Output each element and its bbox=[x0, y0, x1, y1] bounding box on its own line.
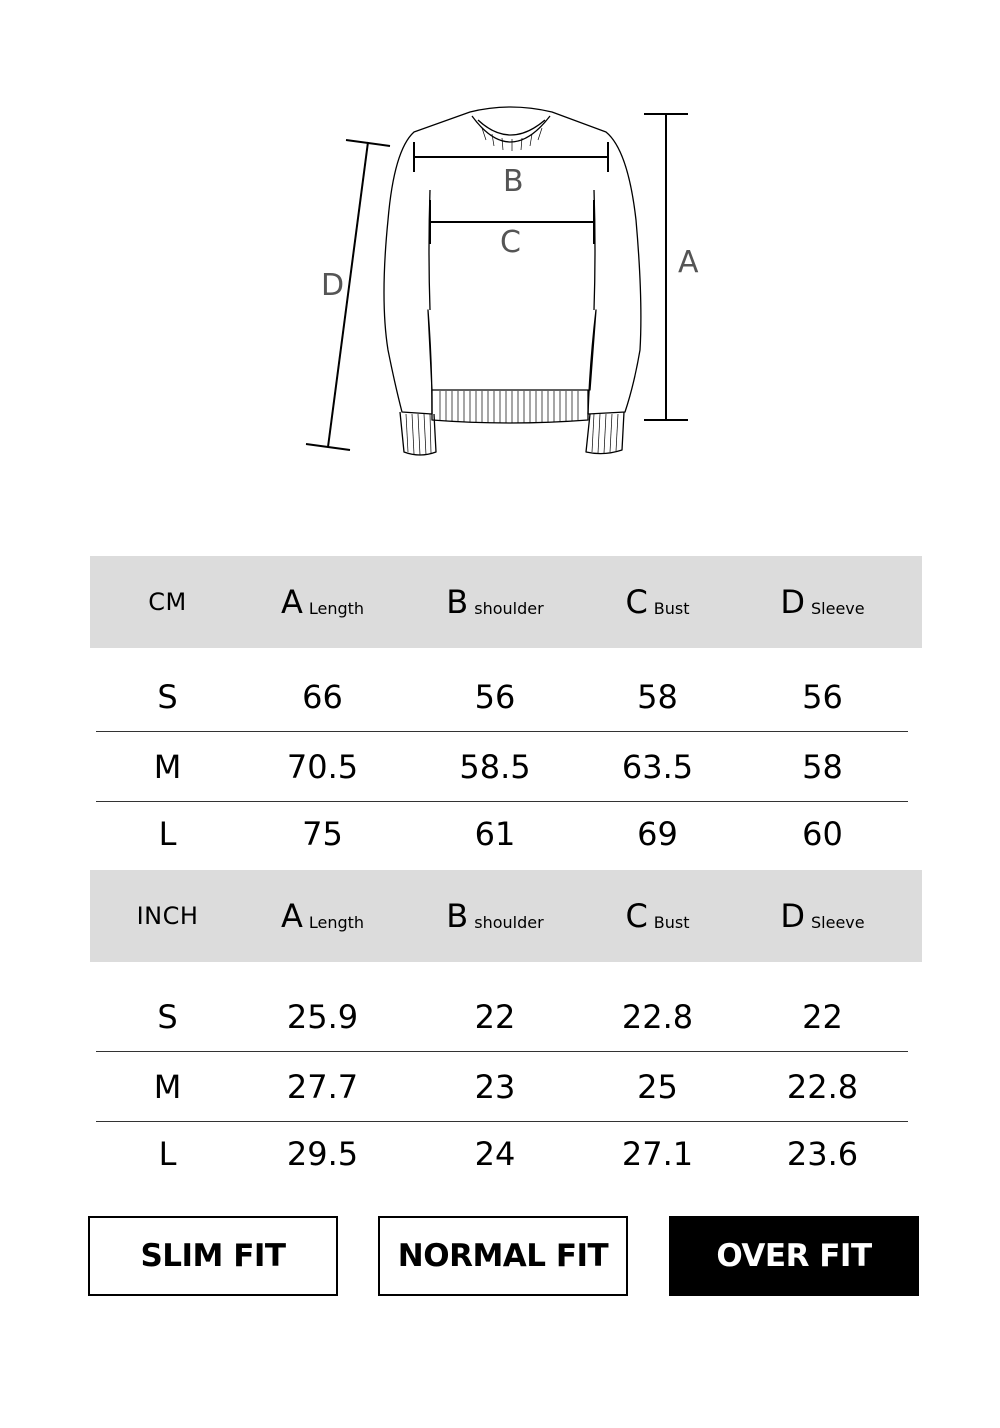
column-header-bust: C Bust bbox=[625, 583, 690, 621]
value-bust: 69 bbox=[637, 815, 678, 853]
column-header-length: A Length bbox=[280, 897, 365, 935]
size-label: S bbox=[157, 678, 178, 716]
unit-label: CM bbox=[148, 588, 187, 616]
value-length: 75 bbox=[302, 815, 343, 853]
table-header bbox=[90, 870, 922, 962]
slim-fit-option: SLIM FIT bbox=[88, 1216, 338, 1296]
value-bust: 27.1 bbox=[621, 1135, 694, 1173]
diagram-label-b: B bbox=[503, 164, 524, 199]
table-row bbox=[90, 802, 922, 866]
value-bust: 22.8 bbox=[621, 998, 694, 1036]
size-table-cm bbox=[90, 556, 922, 866]
size-label: L bbox=[158, 1135, 177, 1173]
table-row bbox=[90, 662, 922, 732]
value-sleeve: 22.8 bbox=[786, 1068, 859, 1106]
size-label: M bbox=[153, 748, 182, 786]
sweater-measurement-diagram bbox=[0, 0, 1000, 480]
sweater-outline bbox=[384, 107, 641, 414]
table-row bbox=[90, 982, 922, 1052]
column-header-shoulder: B shoulder bbox=[446, 897, 544, 935]
table-row bbox=[90, 1122, 922, 1186]
value-sleeve: 22 bbox=[802, 998, 843, 1036]
value-shoulder: 56 bbox=[474, 678, 516, 716]
value-shoulder: 24 bbox=[474, 1135, 516, 1173]
value-length: 27.7 bbox=[286, 1068, 359, 1106]
size-label: M bbox=[153, 1068, 182, 1106]
size-label: S bbox=[157, 998, 178, 1036]
value-bust: 58 bbox=[637, 678, 678, 716]
column-header-bust: C Bust bbox=[625, 897, 690, 935]
value-length: 66 bbox=[302, 678, 343, 716]
value-length: 70.5 bbox=[286, 748, 359, 786]
value-shoulder: 61 bbox=[474, 815, 516, 853]
size-table-inch bbox=[90, 870, 922, 1186]
table-row bbox=[90, 732, 922, 802]
value-length: 29.5 bbox=[286, 1135, 359, 1173]
value-sleeve: 58 bbox=[802, 748, 843, 786]
value-shoulder: 23 bbox=[474, 1068, 516, 1106]
normal-fit-option: NORMAL FIT bbox=[378, 1216, 628, 1296]
table-header bbox=[90, 556, 922, 648]
over-fit-option-selected: OVER FIT bbox=[669, 1216, 919, 1296]
diagram-label-d: D bbox=[321, 268, 345, 303]
diagram-label-a: A bbox=[678, 245, 699, 280]
column-header-shoulder: B shoulder bbox=[446, 583, 544, 621]
column-header-length: A Length bbox=[280, 583, 365, 621]
value-bust: 63.5 bbox=[621, 748, 694, 786]
value-sleeve: 23.6 bbox=[786, 1135, 859, 1173]
table-row bbox=[90, 1052, 922, 1122]
value-length: 25.9 bbox=[286, 998, 359, 1036]
value-sleeve: 60 bbox=[802, 815, 843, 853]
value-sleeve: 56 bbox=[802, 678, 843, 716]
unit-label: INCH bbox=[136, 902, 199, 930]
column-header-sleeve: D Sleeve bbox=[780, 583, 865, 621]
column-header-sleeve: D Sleeve bbox=[780, 897, 865, 935]
value-shoulder: 58.5 bbox=[459, 748, 531, 786]
value-bust: 25 bbox=[637, 1068, 678, 1106]
value-shoulder: 22 bbox=[474, 998, 516, 1036]
size-label: L bbox=[158, 815, 177, 853]
diagram-label-c: C bbox=[500, 225, 521, 260]
